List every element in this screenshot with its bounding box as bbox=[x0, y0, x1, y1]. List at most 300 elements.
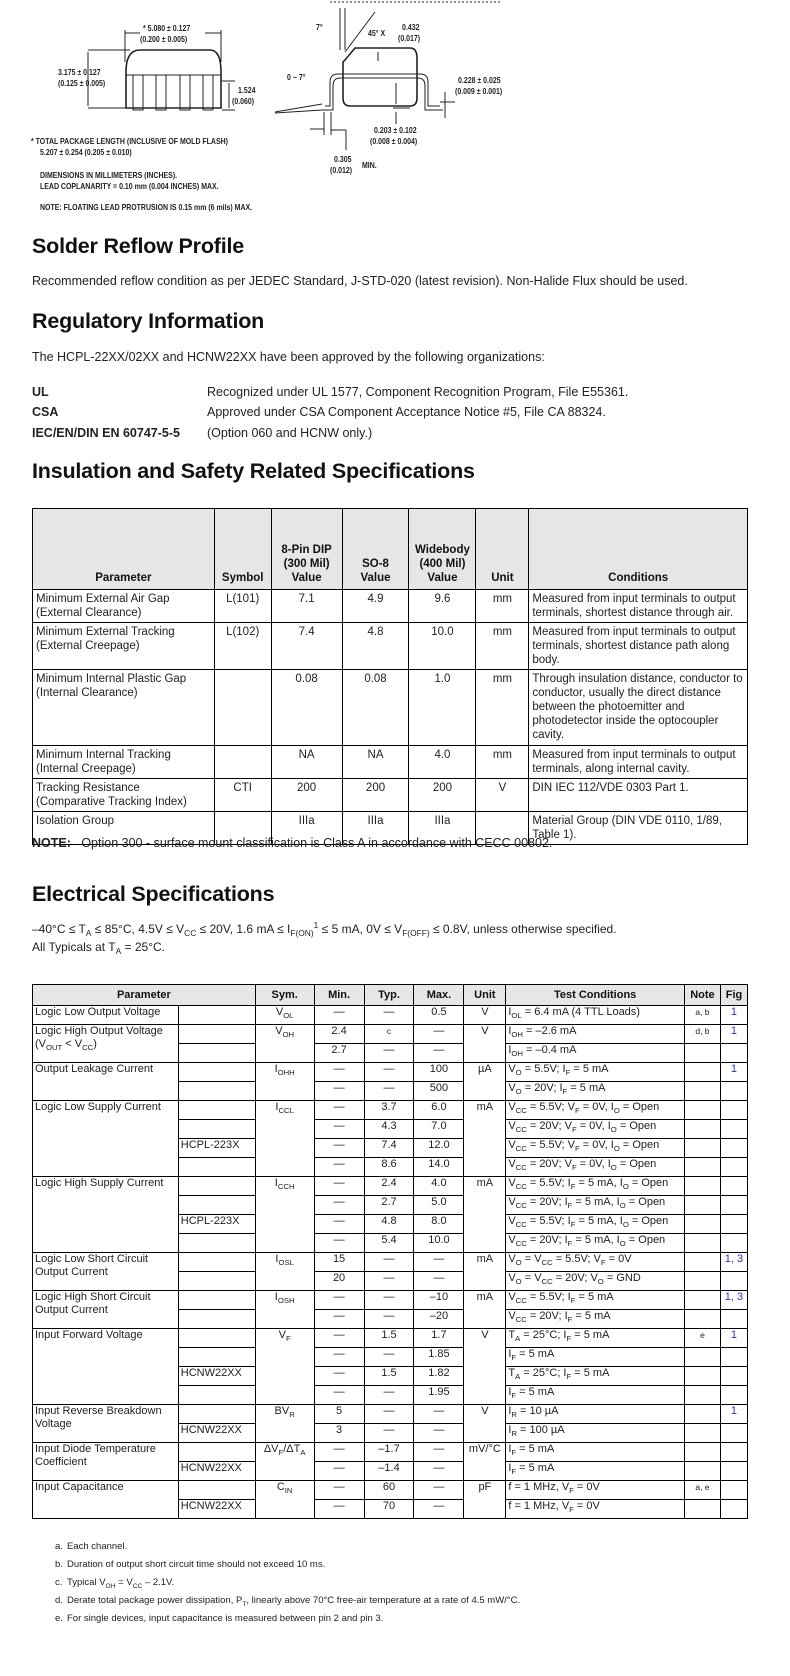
cell-note bbox=[684, 1234, 720, 1253]
cell-fig bbox=[720, 1234, 747, 1253]
cell-max: –10 bbox=[414, 1291, 464, 1310]
cell-max: 5.0 bbox=[414, 1196, 464, 1215]
cell-variant bbox=[178, 1006, 255, 1025]
col-symbol: Symbol bbox=[214, 509, 271, 590]
cell-fig bbox=[720, 1044, 747, 1063]
cell-note bbox=[684, 1101, 720, 1120]
cell-min: — bbox=[314, 1348, 364, 1367]
cell-widebody-value: 1.0 bbox=[409, 670, 476, 746]
cell-variant bbox=[178, 1348, 255, 1367]
cell-symbol: L(101) bbox=[214, 590, 271, 623]
cell-widebody-value: 9.6 bbox=[409, 590, 476, 623]
dim-width-in: (0.200 ± 0.005) bbox=[140, 34, 188, 44]
cell-variant bbox=[178, 1158, 255, 1177]
cell-conditions: Measured from input terminals to output terminals, along internal cavity. bbox=[529, 746, 748, 779]
cell-test-conditions: $I_F = 5$ mA bbox=[506, 1348, 685, 1367]
cell-fig bbox=[720, 1082, 747, 1101]
col-max: Max. bbox=[414, 985, 464, 1006]
cell-max: 12.0 bbox=[414, 1139, 464, 1158]
cell-min: — bbox=[314, 1063, 364, 1082]
cell-typ: c bbox=[364, 1025, 414, 1044]
cell-min: — bbox=[314, 1177, 364, 1196]
cell-fig bbox=[720, 1443, 747, 1462]
dim-lead-thickness: 0.228 ± 0.025 bbox=[458, 75, 501, 85]
cell-conditions: Through insulation distance, conductor to conductor, usually the direct distance between the photoemitter and photodetector inside the optocoupler cavity. bbox=[529, 670, 748, 746]
cell-max: 10.0 bbox=[414, 1234, 464, 1253]
cell-note bbox=[684, 1462, 720, 1481]
regulatory-key: UL bbox=[32, 385, 49, 399]
cell-typ: 8.6 bbox=[364, 1158, 414, 1177]
cell-max: 1.95 bbox=[414, 1386, 464, 1405]
cell-parameter: Tracking Resistance (Comparative Tracking Index) bbox=[33, 779, 215, 812]
cell-symbol: $BV_R$ bbox=[255, 1405, 314, 1443]
cell-typ: –1.7 bbox=[364, 1443, 414, 1462]
dim-width: * 5.080 ± 0.127 bbox=[143, 23, 191, 33]
electrical-typicals: All Typicals at $T_A = 25^\circ C$. bbox=[32, 940, 166, 956]
cell-typ: –1.4 bbox=[364, 1462, 414, 1481]
col-unit: Unit bbox=[464, 985, 506, 1006]
cell-typ: 2.4 bbox=[364, 1177, 414, 1196]
electrical-row bbox=[33, 1443, 748, 1462]
electrical-row bbox=[33, 1006, 748, 1025]
cell-unit: V bbox=[464, 1006, 506, 1025]
dim-lead-height-in: (0.060) bbox=[232, 96, 255, 106]
cell-note bbox=[684, 1348, 720, 1367]
electrical-header-row bbox=[33, 985, 748, 1006]
cell-min: — bbox=[314, 1500, 364, 1519]
cell-variant bbox=[178, 1481, 255, 1500]
dim-chamfer-value-in: (0.017) bbox=[398, 33, 421, 43]
col-parameter: Parameter bbox=[33, 509, 215, 590]
insulation-row bbox=[33, 590, 748, 623]
cell-fig bbox=[720, 1310, 747, 1329]
cell-test-conditions: $V_O = 5.5V$; $I_F = 5$ mA bbox=[506, 1063, 685, 1082]
cell-typ: — bbox=[364, 1253, 414, 1272]
cell-parameter: Input Reverse Breakdown Voltage bbox=[33, 1405, 179, 1443]
col-sym: Sym. bbox=[255, 985, 314, 1006]
cell-variant bbox=[178, 1196, 255, 1215]
cell-dip-value: 7.4 bbox=[271, 623, 342, 670]
cell-parameter: Minimum Internal Plastic Gap (Internal Clearance) bbox=[33, 670, 215, 746]
cell-typ: — bbox=[364, 1082, 414, 1101]
cell-variant bbox=[178, 1329, 255, 1348]
cell-fig bbox=[720, 1500, 747, 1519]
cell-min: 15 bbox=[314, 1253, 364, 1272]
cell-typ: — bbox=[364, 1405, 414, 1424]
cell-variant: HCPL-223X bbox=[178, 1215, 255, 1234]
regulatory-key: CSA bbox=[32, 405, 59, 419]
cell-min: — bbox=[314, 1367, 364, 1386]
cell-min: — bbox=[314, 1443, 364, 1462]
cell-test-conditions: $V_{CC} = 20V$; $V_F = 0V$, $I_O$ = Open bbox=[506, 1120, 685, 1139]
cell-max: 1.82 bbox=[414, 1367, 464, 1386]
regulatory-value: Recognized under UL 1577, Component Recognition Program, File E55361. bbox=[207, 385, 629, 399]
cell-fig bbox=[720, 1101, 747, 1120]
dim-chamfer-value: 0.432 bbox=[402, 22, 420, 32]
cell-test-conditions: f = 1 MHz, $V_F = 0V$ bbox=[506, 1500, 685, 1519]
cell-so8-value: NA bbox=[342, 746, 409, 779]
cell-test-conditions: $I_{OH} = -2.6$ mA bbox=[506, 1025, 685, 1044]
cell-symbol: $I_{OHH}$ bbox=[255, 1063, 314, 1101]
cell-typ: — bbox=[364, 1386, 414, 1405]
cell-max: 1.85 bbox=[414, 1348, 464, 1367]
cell-variant: HCNW22XX bbox=[178, 1500, 255, 1519]
cell-symbol: $V_{OL}$ bbox=[255, 1006, 314, 1025]
cell-unit: mV/°C bbox=[464, 1443, 506, 1481]
cell-typ: 2.7 bbox=[364, 1196, 414, 1215]
cell-min: — bbox=[314, 1291, 364, 1310]
cell-conditions: Measured from input terminals to output terminals, shortest distance through air. bbox=[529, 590, 748, 623]
cell-fig bbox=[720, 1177, 747, 1196]
cell-parameter: Input Capacitance bbox=[33, 1481, 179, 1519]
cell-test-conditions: $V_O = V_{CC} = 20V$; $V_O$ = GND bbox=[506, 1272, 685, 1291]
electrical-conditions: $-40^\circ C \le T_A \le 85^\circ C$, $4.5V \le V_{CC} \le 20V$, 1.6 mA ≤ $I_{F(ON)}^1 \le 5$ mA, $0V \le V_{F(OFF)} \le 0.8V$, unless otherwise specified. bbox=[32, 920, 617, 938]
cell-note bbox=[684, 1044, 720, 1063]
col-conditions: Conditions bbox=[529, 509, 748, 590]
cell-dip-value: NA bbox=[271, 746, 342, 779]
cell-dip-value: 200 bbox=[271, 779, 342, 812]
cell-test-conditions: $I_F = 5$ mA bbox=[506, 1462, 685, 1481]
cell-widebody-value: 200 bbox=[409, 779, 476, 812]
cell-symbol bbox=[214, 670, 271, 746]
dim-chamfer: 45° X bbox=[368, 28, 386, 38]
cell-min: — bbox=[314, 1082, 364, 1101]
cell-fig bbox=[720, 1158, 747, 1177]
cell-fig bbox=[720, 1481, 747, 1500]
cell-parameter: Logic Low Supply Current bbox=[33, 1101, 179, 1177]
electrical-row bbox=[33, 1101, 748, 1120]
cell-fig bbox=[720, 1139, 747, 1158]
insulation-row bbox=[33, 670, 748, 746]
cell-unit: V bbox=[464, 1329, 506, 1405]
cell-note bbox=[684, 1063, 720, 1082]
insulation-row bbox=[33, 779, 748, 812]
electrical-row bbox=[33, 1481, 748, 1500]
cell-unit: mm bbox=[476, 590, 529, 623]
cell-parameter: Output Leakage Current bbox=[33, 1063, 179, 1101]
cell-note: a, e bbox=[684, 1481, 720, 1500]
cell-min: — bbox=[314, 1215, 364, 1234]
insulation-note bbox=[32, 836, 552, 850]
cell-max: — bbox=[414, 1462, 464, 1481]
cell-conditions: DIN IEC 112/VDE 0303 Part 1. bbox=[529, 779, 748, 812]
note-label: NOTE: bbox=[32, 836, 71, 850]
cell-note bbox=[684, 1196, 720, 1215]
cell-dip-value: 7.1 bbox=[271, 590, 342, 623]
cell-unit: V bbox=[476, 779, 529, 812]
cell-test-conditions: $I_{OL} = 6.4$ mA (4 TTL Loads) bbox=[506, 1006, 685, 1025]
cell-test-conditions: $T_A = 25^\circ C$; $I_F = 5$ mA bbox=[506, 1329, 685, 1348]
cell-max: –20 bbox=[414, 1310, 464, 1329]
cell-note bbox=[684, 1120, 720, 1139]
cell-dip-value: IIIa bbox=[271, 812, 342, 845]
cell-unit: V bbox=[464, 1025, 506, 1063]
cell-note: a, b bbox=[684, 1006, 720, 1025]
col-min: Min. bbox=[314, 985, 364, 1006]
cell-min: — bbox=[314, 1101, 364, 1120]
cell-max: 7.0 bbox=[414, 1120, 464, 1139]
cell-widebody-value: IIIa bbox=[409, 812, 476, 845]
cell-max: 6.0 bbox=[414, 1101, 464, 1120]
cell-max: 1.7 bbox=[414, 1329, 464, 1348]
cell-max: 100 bbox=[414, 1063, 464, 1082]
cell-parameter: Minimum External Air Gap (External Clearance) bbox=[33, 590, 215, 623]
cell-variant bbox=[178, 1310, 255, 1329]
cell-typ: 1.5 bbox=[364, 1329, 414, 1348]
insulation-heading: Insulation and Safety Related Specifications bbox=[32, 459, 475, 483]
cell-so8-value: 4.8 bbox=[342, 623, 409, 670]
cell-symbol: L(102) bbox=[214, 623, 271, 670]
cell-max: — bbox=[414, 1025, 464, 1044]
cell-typ: — bbox=[364, 1424, 414, 1443]
electrical-table bbox=[32, 984, 748, 1519]
cell-typ: 3.7 bbox=[364, 1101, 414, 1120]
cell-dip-value: 0.08 bbox=[271, 670, 342, 746]
cell-typ: — bbox=[364, 1291, 414, 1310]
cell-test-conditions: $I_R = 100$ µA bbox=[506, 1424, 685, 1443]
cell-note bbox=[684, 1405, 720, 1424]
cell-unit: mm bbox=[476, 623, 529, 670]
package-outline-drawing bbox=[0, 0, 520, 215]
cell-variant bbox=[178, 1101, 255, 1120]
cell-min: — bbox=[314, 1386, 364, 1405]
cell-typ: — bbox=[364, 1310, 414, 1329]
cell-symbol bbox=[214, 746, 271, 779]
solder-reflow-heading: Solder Reflow Profile bbox=[32, 234, 245, 258]
cell-unit: mm bbox=[476, 670, 529, 746]
cell-parameter: Logic Low Short Circuit Output Current bbox=[33, 1253, 179, 1291]
dim-foot: 0.305 bbox=[334, 154, 352, 164]
regulatory-key: IEC/EN/DIN EN 60747-5-5 bbox=[32, 426, 180, 440]
cell-variant: HCPL-223X bbox=[178, 1139, 255, 1158]
cell-typ: 60 bbox=[364, 1481, 414, 1500]
cell-test-conditions: $V_O = V_{CC} = 5.5V$; $V_F = 0V$ bbox=[506, 1253, 685, 1272]
cell-test-conditions: $V_{CC} = 5.5V$; $I_F = 5$ mA bbox=[506, 1291, 685, 1310]
cell-note bbox=[684, 1082, 720, 1101]
regulatory-value: Approved under CSA Component Acceptance Notice #5, File CA 88324. bbox=[207, 405, 606, 419]
cell-variant bbox=[178, 1234, 255, 1253]
cell-unit: V bbox=[464, 1405, 506, 1443]
cell-conditions: Material Group (DIN VDE 0110, 1/89, Table 1). bbox=[529, 812, 748, 845]
cell-variant bbox=[178, 1044, 255, 1063]
electrical-heading: Electrical Specifications bbox=[32, 882, 275, 906]
cell-min: 2.4 bbox=[314, 1025, 364, 1044]
cell-symbol: $V_F$ bbox=[255, 1329, 314, 1405]
col-so8: SO-8 Value bbox=[342, 509, 409, 590]
cell-test-conditions: $I_F = 5$ mA bbox=[506, 1443, 685, 1462]
cell-variant bbox=[178, 1443, 255, 1462]
cell-note bbox=[684, 1215, 720, 1234]
cell-variant bbox=[178, 1177, 255, 1196]
cell-min: — bbox=[314, 1006, 364, 1025]
cell-symbol: $I_{OSL}$ bbox=[255, 1253, 314, 1291]
cell-max: — bbox=[414, 1424, 464, 1443]
col-typ: Typ. bbox=[364, 985, 414, 1006]
cell-typ: — bbox=[364, 1063, 414, 1082]
note-dimensions: DIMENSIONS IN MILLIMETERS (INCHES). bbox=[40, 170, 178, 180]
cell-note bbox=[684, 1253, 720, 1272]
cell-fig bbox=[720, 1367, 747, 1386]
solder-reflow-text: Recommended reflow condition as per JEDEC Standard, J-STD-020 (latest revision). Non-Halide Flux should be used. bbox=[32, 274, 688, 288]
cell-min: — bbox=[314, 1158, 364, 1177]
note-floating-lead: NOTE: FLOATING LEAD PROTRUSION IS 0.15 mm (6 mils) MAX. bbox=[40, 202, 253, 212]
cell-parameter: Logic High Short Circuit Output Current bbox=[33, 1291, 179, 1329]
cell-typ: 4.8 bbox=[364, 1215, 414, 1234]
cell-test-conditions: $V_{CC} = 5.5V$; $V_F = 0V$, $I_O$ = Open bbox=[506, 1101, 685, 1120]
cell-min: 5 bbox=[314, 1405, 364, 1424]
cell-typ: — bbox=[364, 1272, 414, 1291]
dim-standoff-in: (0.008 ± 0.004) bbox=[370, 136, 418, 146]
electrical-row bbox=[33, 1177, 748, 1196]
cell-symbol: $V_{OH}$ bbox=[255, 1025, 314, 1063]
cell-symbol: CTI bbox=[214, 779, 271, 812]
cell-max: — bbox=[414, 1044, 464, 1063]
cell-min: — bbox=[314, 1462, 364, 1481]
note-text: Option 300 - surface mount classification is Class A in accordance with CECC 00802. bbox=[81, 836, 553, 850]
electrical-row bbox=[33, 1063, 748, 1082]
cell-parameter: Logic High Supply Current bbox=[33, 1177, 179, 1253]
dim-standoff: 0.203 ± 0.102 bbox=[374, 125, 417, 135]
cell-so8-value: 4.9 bbox=[342, 590, 409, 623]
cell-variant bbox=[178, 1082, 255, 1101]
cell-fig: 1, 3 bbox=[720, 1253, 747, 1272]
cell-parameter: Logic Low Output Voltage bbox=[33, 1006, 179, 1025]
cell-note bbox=[684, 1177, 720, 1196]
dim-height: 3.175 ± 0.127 bbox=[58, 67, 101, 77]
cell-fig: 1 bbox=[720, 1025, 747, 1044]
cell-variant bbox=[178, 1291, 255, 1310]
cell-typ: 70 bbox=[364, 1500, 414, 1519]
cell-note bbox=[684, 1443, 720, 1462]
cell-min: — bbox=[314, 1481, 364, 1500]
cell-test-conditions: $V_O = 20V$; $I_F = 5$ mA bbox=[506, 1082, 685, 1101]
cell-min: — bbox=[314, 1139, 364, 1158]
col-widebody: Widebody (400 Mil) Value bbox=[409, 509, 476, 590]
dim-lead-thickness-in: (0.009 ± 0.001) bbox=[455, 86, 503, 96]
footnote: c. Typical $V_{OH} = V_{CC} - 2.1V$. bbox=[55, 1577, 175, 1590]
note-coplanarity: LEAD COPLANARITY = 0.10 mm (0.004 INCHES) MAX. bbox=[40, 181, 219, 191]
cell-unit: pF bbox=[464, 1481, 506, 1519]
cell-note bbox=[684, 1139, 720, 1158]
electrical-row bbox=[33, 1253, 748, 1272]
cell-min: — bbox=[314, 1329, 364, 1348]
col-unit: Unit bbox=[476, 509, 529, 590]
cell-variant bbox=[178, 1272, 255, 1291]
cell-fig: 1 bbox=[720, 1405, 747, 1424]
cell-note bbox=[684, 1367, 720, 1386]
cell-typ: — bbox=[364, 1006, 414, 1025]
electrical-row bbox=[33, 1291, 748, 1310]
dim-foot-in: (0.012) bbox=[330, 165, 353, 175]
cell-max: 4.0 bbox=[414, 1177, 464, 1196]
cell-fig bbox=[720, 1462, 747, 1481]
cell-parameter: Minimum Internal Tracking (Internal Creepage) bbox=[33, 746, 215, 779]
cell-max: — bbox=[414, 1481, 464, 1500]
dim-lead-angle: 0 ~ 7° bbox=[287, 72, 306, 82]
cell-note: e bbox=[684, 1329, 720, 1348]
cell-note bbox=[684, 1386, 720, 1405]
cell-unit: mm bbox=[476, 746, 529, 779]
cell-fig: 1 bbox=[720, 1063, 747, 1082]
footnote: a. Each channel. bbox=[55, 1541, 128, 1552]
cell-max: 0.5 bbox=[414, 1006, 464, 1025]
cell-variant: HCNW22XX bbox=[178, 1367, 255, 1386]
cell-max: — bbox=[414, 1253, 464, 1272]
note-total-length-value: 5.207 ± 0.254 (0.205 ± 0.010) bbox=[40, 147, 132, 157]
electrical-row bbox=[33, 1329, 748, 1348]
cell-variant bbox=[178, 1253, 255, 1272]
cell-typ: — bbox=[364, 1348, 414, 1367]
cell-min: — bbox=[314, 1310, 364, 1329]
cell-max: 500 bbox=[414, 1082, 464, 1101]
cell-symbol: $I_{CCH}$ bbox=[255, 1177, 314, 1253]
regulatory-value: (Option 060 and HCNW only.) bbox=[207, 426, 373, 440]
cell-unit: mA bbox=[464, 1253, 506, 1291]
cell-typ: 1.5 bbox=[364, 1367, 414, 1386]
cell-fig bbox=[720, 1120, 747, 1139]
cell-typ: 7.4 bbox=[364, 1139, 414, 1158]
cell-note bbox=[684, 1272, 720, 1291]
cell-unit: mA bbox=[464, 1177, 506, 1253]
cell-conditions: Measured from input terminals to output terminals, shortest distance path along body. bbox=[529, 623, 748, 670]
cell-test-conditions: $V_{CC} = 5.5V$; $I_F = 5$ mA, $I_O$ = Open bbox=[506, 1177, 685, 1196]
footnote: d. Derate total package power dissipation, $P_T$, linearly above 70°C free-air temperature at a rate of 4.5 mW/°C. bbox=[55, 1595, 521, 1608]
cell-variant bbox=[178, 1120, 255, 1139]
footnote: e. For single devices, input capacitance is measured between pin 2 and pin 3. bbox=[55, 1613, 384, 1624]
cell-test-conditions: $I_R = 10$ µA bbox=[506, 1405, 685, 1424]
footnote: b. Duration of output short circuit time should not exceed 10 ms. bbox=[55, 1559, 326, 1570]
cell-test-conditions: $I_{OH} = -0.4$ mA bbox=[506, 1044, 685, 1063]
cell-fig bbox=[720, 1386, 747, 1405]
note-total-length: * TOTAL PACKAGE LENGTH (INCLUSIVE OF MOLD FLASH) bbox=[31, 136, 228, 146]
cell-min: — bbox=[314, 1120, 364, 1139]
cell-parameter: Input Forward Voltage bbox=[33, 1329, 179, 1405]
electrical-row bbox=[33, 1025, 748, 1044]
cell-variant bbox=[178, 1063, 255, 1082]
col-fig: Fig bbox=[720, 985, 747, 1006]
cell-test-conditions: $V_{CC} = 5.5V$; $V_F = 0V$, $I_O$ = Open bbox=[506, 1139, 685, 1158]
cell-parameter: Isolation Group bbox=[33, 812, 215, 845]
cell-max: — bbox=[414, 1443, 464, 1462]
cell-max: — bbox=[414, 1500, 464, 1519]
cell-typ: 4.3 bbox=[364, 1120, 414, 1139]
cell-unit: mA bbox=[464, 1101, 506, 1177]
dim-lead-height: 1.524 bbox=[238, 85, 256, 95]
cell-parameter: Input Diode Temperature Coefficient bbox=[33, 1443, 179, 1481]
cell-variant: HCNW22XX bbox=[178, 1424, 255, 1443]
insulation-row bbox=[33, 746, 748, 779]
insulation-header-row bbox=[33, 509, 748, 590]
cell-max: — bbox=[414, 1405, 464, 1424]
cell-test-conditions: $I_F = 5$ mA bbox=[506, 1386, 685, 1405]
cell-min: — bbox=[314, 1234, 364, 1253]
cell-fig bbox=[720, 1348, 747, 1367]
cell-parameter: Minimum External Tracking (External Creepage) bbox=[33, 623, 215, 670]
cell-fig bbox=[720, 1196, 747, 1215]
cell-unit: mA bbox=[464, 1291, 506, 1329]
cell-test-conditions: $V_{CC} = 5.5V$; $I_F = 5$ mA, $I_O$ = Open bbox=[506, 1215, 685, 1234]
cell-max: 14.0 bbox=[414, 1158, 464, 1177]
cell-test-conditions: $V_{CC} = 20V$; $I_F = 5$ mA, $I_O$ = Open bbox=[506, 1196, 685, 1215]
cell-test-conditions: $V_{CC} = 20V$; $I_F = 5$ mA bbox=[506, 1310, 685, 1329]
col-note: Note bbox=[684, 985, 720, 1006]
cell-variant bbox=[178, 1405, 255, 1424]
cell-symbol: $I_{CCL}$ bbox=[255, 1101, 314, 1177]
cell-min: — bbox=[314, 1196, 364, 1215]
cell-fig bbox=[720, 1272, 747, 1291]
cell-variant bbox=[178, 1386, 255, 1405]
cell-note bbox=[684, 1291, 720, 1310]
